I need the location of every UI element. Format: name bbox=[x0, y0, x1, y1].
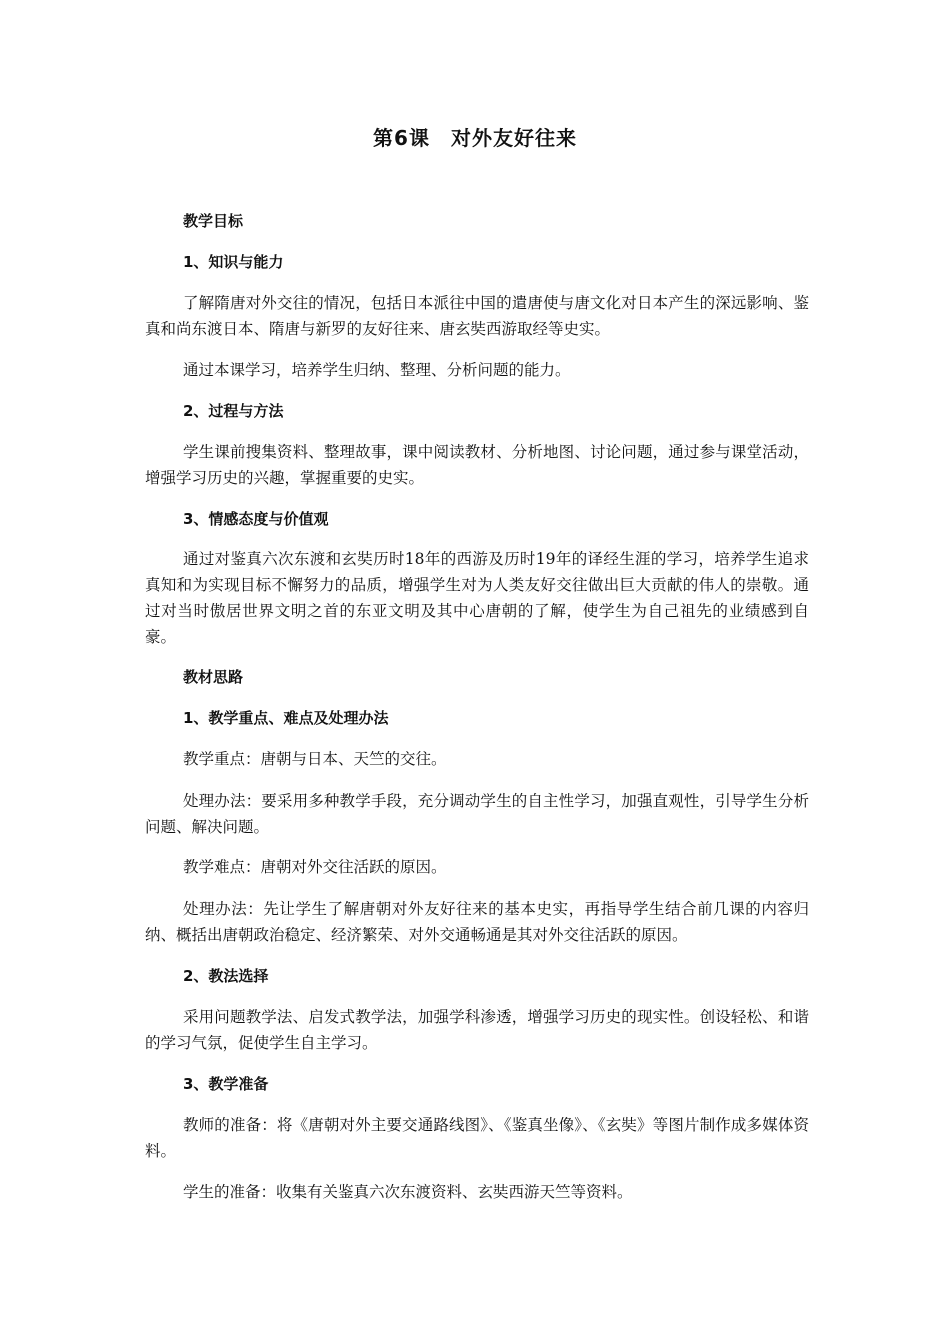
paragraph: 学生的准备：收集有关鉴真六次东渡资料、玄奘西游天竺等资料。 bbox=[183, 1183, 633, 1201]
subheading-key-points: 1、教学重点、难点及处理办法 bbox=[183, 709, 389, 727]
paragraph: 通过本课学习，培养学生归纳、整理、分析问题的能力。 bbox=[183, 361, 571, 379]
subheading-knowledge-ability: 1、知识与能力 bbox=[183, 253, 284, 271]
paragraph: 处理办法：先让学生了解唐朝对外友好往来的基本史实，再指导学生结合前几课的内容归纳、概括出唐朝政治稳定、经济繁荣、对外交通畅通是其对外交往活跃的原因。 bbox=[145, 900, 809, 944]
section-heading-material-approach: 教材思路 bbox=[183, 668, 244, 686]
paragraph: 采用问题教学法、启发式教学法，加强学科渗透，增强学习历史的现实性。创设轻松、和谐的学习气氛，促使学生自主学习。 bbox=[145, 1008, 809, 1052]
subheading-process-method: 2、过程与方法 bbox=[183, 402, 284, 420]
section-heading-teaching-goals: 教学目标 bbox=[183, 212, 244, 230]
subheading-emotion-values: 3、情感态度与价值观 bbox=[183, 510, 329, 528]
subheading-preparation: 3、教学准备 bbox=[183, 1075, 269, 1093]
paragraph: 教学重点：唐朝与日本、天竺的交往。 bbox=[183, 750, 447, 768]
paragraph: 教师的准备：将《唐朝对外主要交通路线图》、《鉴真坐像》、《玄奘》等图片制作成多媒体资料。 bbox=[145, 1116, 809, 1160]
subheading-teaching-method: 2、教法选择 bbox=[183, 967, 269, 985]
paragraph: 学生课前搜集资料、整理故事，课中阅读教材、分析地图、讨论问题，通过参与课堂活动，增强学习历史的兴趣，掌握重要的史实。 bbox=[145, 443, 809, 487]
paragraph: 处理办法：要采用多种教学手段，充分调动学生的自主性学习，加强直观性，引导学生分析问题、解决问题。 bbox=[145, 792, 809, 836]
lesson-title: 第6课 对外友好往来 bbox=[373, 126, 577, 150]
paragraph: 教学难点：唐朝对外交往活跃的原因。 bbox=[183, 858, 447, 876]
paragraph: 通过对鉴真六次东渡和玄奘历时18年的西游及历时19年的译经生涯的学习，培养学生追求真知和为实现目标不懈努力的品质，增强学生对为人类友好交往做出巨大贡献的伟人的崇敬。通过对当时傲居世界文明之首的东亚文明及其中心唐朝的了解，使学生为自己祖先的业绩感到自豪。 bbox=[145, 550, 809, 646]
paragraph: 了解隋唐对外交往的情况，包括日本派往中国的遣唐使与唐文化对日本产生的深远影响、鉴真和尚东渡日本、隋唐与新罗的友好往来、唐玄奘西游取经等史实。 bbox=[145, 294, 809, 338]
